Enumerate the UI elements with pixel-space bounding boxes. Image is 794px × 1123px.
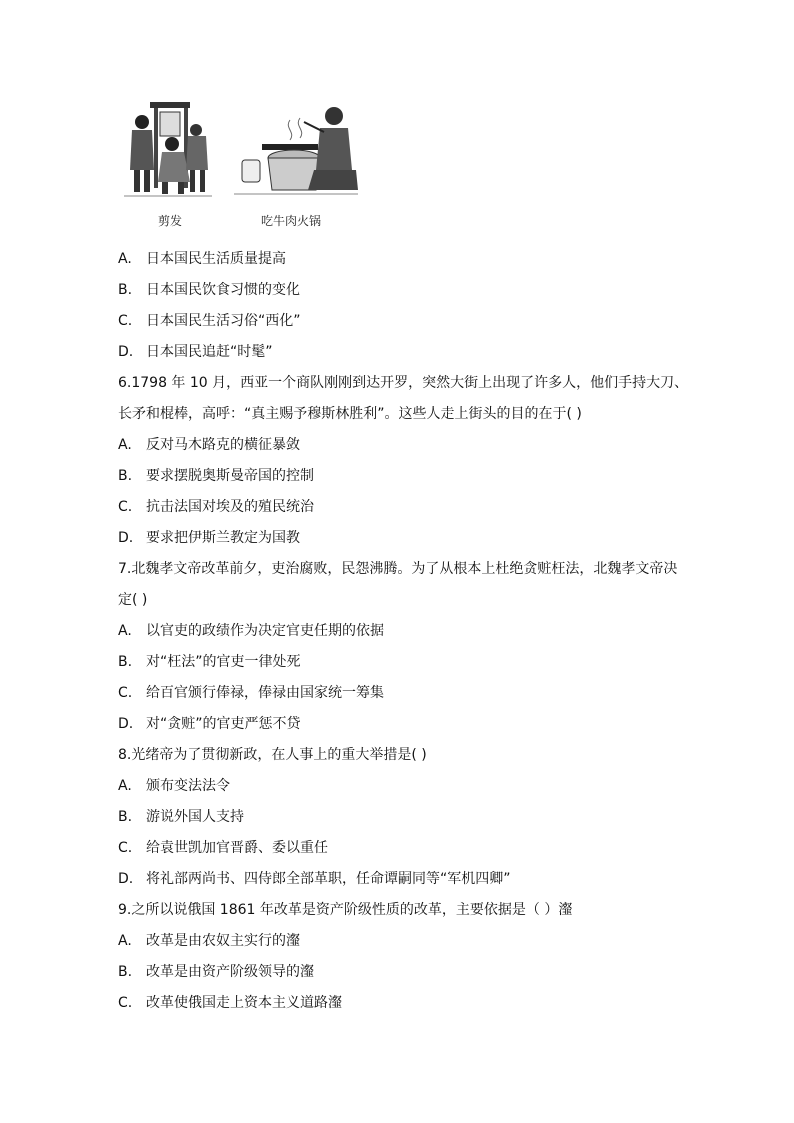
q8-option-c[interactable] xyxy=(118,833,688,864)
option-letter: D. xyxy=(118,871,134,887)
option-letter: B. xyxy=(118,964,133,980)
option-letter: C. xyxy=(118,685,133,701)
option-text: 颁布变法法令 xyxy=(146,778,230,794)
q8-stem-line1: 8.光绪帝为了贯彻新政，在人事上的重大举措是( ) xyxy=(118,747,427,763)
q9-option-a[interactable] xyxy=(118,926,688,957)
option-text: 对“枉法”的官吏一律处死 xyxy=(146,654,301,670)
option-letter: A. xyxy=(118,251,132,267)
q5-option-b[interactable] xyxy=(118,275,688,306)
option-letter: B. xyxy=(118,809,133,825)
option-text: 改革是由农奴主实行的瀣 xyxy=(146,933,300,949)
option-letter: A. xyxy=(118,623,132,639)
option-letter: D. xyxy=(118,344,134,360)
q9-option-c[interactable] xyxy=(118,988,688,1019)
option-letter: C. xyxy=(118,313,133,329)
q6-option-b[interactable] xyxy=(118,461,688,492)
q9-option-b[interactable] xyxy=(118,957,688,988)
option-text: 以官吏的政绩作为决定官吏任期的依据 xyxy=(146,623,384,639)
caption-beef-hotpot: 吃牛肉火锅 xyxy=(261,214,322,228)
option-text: 抗击法国对埃及的殖民统治 xyxy=(146,499,314,515)
q7-option-b[interactable] xyxy=(118,647,688,678)
option-text: 反对马木路克的横征暴敛 xyxy=(146,437,300,453)
option-letter: D. xyxy=(118,530,134,546)
caption-haircut: 剪发 xyxy=(158,214,183,228)
beef-hotpot-illustration xyxy=(234,100,358,200)
q8-option-b[interactable] xyxy=(118,802,688,833)
option-letter: C. xyxy=(118,995,133,1011)
option-text: 改革使俄国走上资本主义道路瀣 xyxy=(146,995,342,1011)
q8-option-d[interactable] xyxy=(118,864,688,895)
q6-option-d[interactable] xyxy=(118,523,688,554)
q7-stem-line1: 7.北魏孝文帝改革前夕，吏治腐败，民怨沸腾。为了从根本上杜绝贪赃枉法，北魏孝文帝决 xyxy=(118,561,678,577)
option-letter: A. xyxy=(118,437,132,453)
option-text: 要求把伊斯兰教定为国教 xyxy=(146,530,300,546)
q5-option-a[interactable] xyxy=(118,244,688,275)
option-text: 将礼部两尚书、四侍郎全部革职，任命谭嗣同等“军机四卿” xyxy=(146,871,511,887)
option-text: 日本国民生活质量提高 xyxy=(146,251,286,267)
option-text: 对“贪赃”的官吏严惩不贷 xyxy=(146,716,301,732)
q7-option-a[interactable] xyxy=(118,616,688,647)
option-text: 给袁世凯加官晋爵、委以重任 xyxy=(146,840,328,856)
q5-option-d[interactable] xyxy=(118,337,688,368)
question-list xyxy=(118,244,688,1019)
q9-stem-line1: 9.之所以说俄国 1861 年改革是资产阶级性质的改革，主要依据是（ ）瀣 xyxy=(118,902,573,918)
option-text: 日本国民生活习俗“西化” xyxy=(146,313,301,329)
figure-group xyxy=(118,100,378,235)
q7-option-c[interactable] xyxy=(118,678,688,709)
q5-option-c[interactable] xyxy=(118,306,688,337)
option-text: 日本国民追赶“时髦” xyxy=(146,344,273,360)
option-letter: A. xyxy=(118,778,132,794)
haircut-illustration xyxy=(124,100,212,200)
option-text: 日本国民饮食习惯的变化 xyxy=(146,282,300,298)
option-letter: A. xyxy=(118,933,132,949)
option-text: 改革是由资产阶级领导的瀣 xyxy=(146,964,314,980)
option-letter: C. xyxy=(118,840,133,856)
q7-stem-line2: 定( ) xyxy=(118,592,148,608)
option-letter: B. xyxy=(118,468,133,484)
q6-stem-line1: 6.1798 年 10 月，西亚一个商队刚刚到达开罗，突然大街上出现了许多人，他们手持大刀、 xyxy=(118,375,689,391)
q8-option-a[interactable] xyxy=(118,771,688,802)
q6-option-c[interactable] xyxy=(118,492,688,523)
q7-option-d[interactable] xyxy=(118,709,688,740)
option-text: 要求摆脱奥斯曼帝国的控制 xyxy=(146,468,314,484)
q6-stem-line2: 长矛和棍棒，高呼：“真主赐予穆斯林胜利”。这些人走上街头的目的在于( ) xyxy=(118,406,582,422)
q6-option-a[interactable] xyxy=(118,430,688,461)
option-text: 给百官颁行俸禄，俸禄由国家统一筹集 xyxy=(146,685,384,701)
option-letter: B. xyxy=(118,282,133,298)
option-letter: B. xyxy=(118,654,133,670)
option-letter: D. xyxy=(118,716,134,732)
option-text: 游说外国人支持 xyxy=(146,809,244,825)
option-letter: C. xyxy=(118,499,133,515)
